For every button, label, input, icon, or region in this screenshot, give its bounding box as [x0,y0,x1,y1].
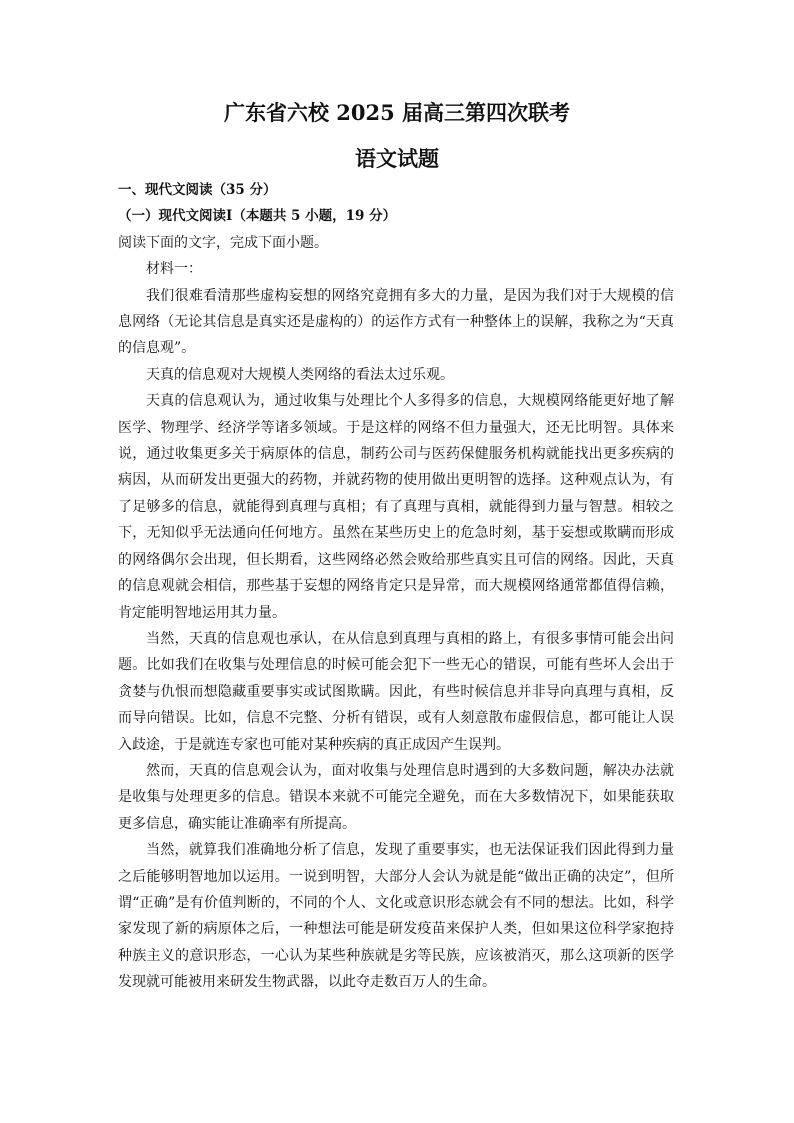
paragraph: 当然，就算我们准确地分析了信息，发现了重要事实，也无法保证我们因此得到力量之后能够明智地加以运用。一说到明智，大部分人会认为就是能“做出正确的决定”，但所谓“正确”是有价值判断的，不同的个人、文化或意识形态就会有不同的想法。比如，科学家发现了新的病原体之后，一种想法可能是研发疫苗来保护人类，但如果这位科学家抱持种族主义的意识形态，一心认为某些种族就是劣等民族，应该被消灭，那么这项新的医学发现就可能被用来研发生物武器，以此夺走数百万人的生命。 [118,842,674,991]
paragraph: 天真的信息观认为，通过收集与处理比个人多得多的信息，大规模网络能更好地了解医学、物理学、经济学等诸多领域。于是这样的网络不但力量强大，还无比明智。具体来说，通过收集更多关于病原体的信息，制药公司与医药保健服务机构就能找出更多疾病的病因，从而研发出更强大的药物，并就药物的使用做出更明智的选择。这种观点认为，有了足够多的信息，就能得到真理与真相；有了真理与真相，就能得到力量与智慧。相较之下，无知似乎无法通向任何地方。虽然在某些历史上的危急时刻，基于妄想或欺瞒而形成的网络偶尔会出现，但长期看，这些网络必然会败给那些真实且可信的网络。因此，天真的信息观就会相信，那些基于妄想的网络肯定只是异常，而大规模网络通常都值得信赖，肯定能明智地运用其力量。 [118,393,674,621]
page-title: 广东省六校 2025 届高三第四次联考 [223,100,571,125]
paragraph: 我们很难看清那些虚构妄想的网络究竟拥有多大的力量，是因为我们对于大规模的信息网络（无论其信息是真实还是虚构的）的运作方式有一种整体上的误解，我称之为“天真的信息观”。 [118,287,674,357]
page-subtitle: 语文试题 [355,146,439,171]
page-content [118,177,674,996]
subsection-heading: （一）现代文阅读Ⅰ（本题共 5 小题，19 分） [118,208,397,225]
instruction-text: 阅读下面的文字，完成下面小题。 [118,234,328,251]
paragraph: 当然，天真的信息观也承认，在从信息到真理与真相的路上，有很多事情可能会出问题。比如我们在收集与处理信息的时候可能会犯下一些无心的错误，可能有些坏人会出于贪婪与仇恨而想隐藏重要事实或试图欺瞒。因此，有些时候信息并非导向真理与真相，反而导向错误。比如，信息不完整、分析有错误，或有人刻意散布虚假信息，都可能让人误入歧途，于是就连专家也可能对某种疾病的真正成因产生误判。 [118,630,674,753]
paragraph: 然而，天真的信息观会认为，面对收集与处理信息时遇到的大多数问题，解决办法就是收集与处理更多的信息。错误本来就不可能完全避免，而在大多数情况下，如果能获取更多信息，确实能让准确率有所提高。 [118,762,674,832]
material-label: 材料一： [146,261,202,278]
section-heading: 一、现代文阅读（35 分） [118,182,277,198]
paragraph: 天真的信息观对大规模人类网络的看法太过乐观。 [146,366,454,383]
